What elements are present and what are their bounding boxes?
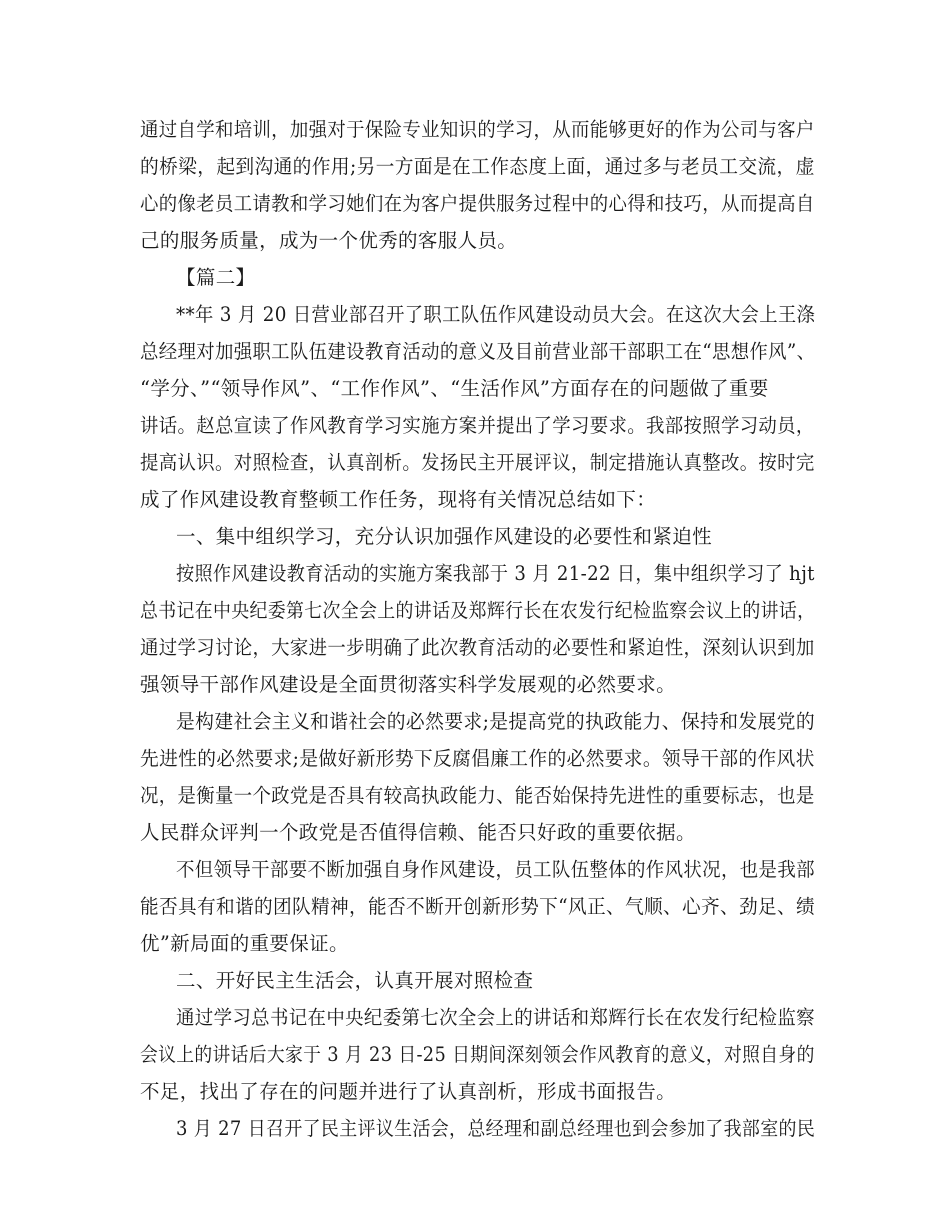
- text-line: 成了作风建设教育整顿工作任务，现将有关情况总结如下：: [140, 488, 657, 511]
- text-line: 不但领导干部要不断加强自身作风建设，员工队伍整体的作风状况，也是我部: [176, 858, 815, 881]
- text-line: **年 3 月 20 日营业部召开了职工队伍作风建设动员大会。在这次大会上王涤: [176, 303, 816, 326]
- text-line: 讲话。赵总宣读了作风教育学习实施方案并提出了学习要求。我部按照学习动员，: [140, 414, 815, 437]
- text-line: 优”新局面的重要保证。: [140, 932, 349, 955]
- text-line: 己的服务质量，成为一个优秀的客服人员。: [140, 229, 518, 252]
- text-line: 况，是衡量一个政党是否具有较高执政能力、能否始保持先进性的重要标志，也是: [140, 784, 815, 807]
- text-line: 提高认识。对照检查，认真剖析。发扬民主开展评议，制定措施认真整改。按时完: [140, 451, 815, 474]
- text-line: 是构建社会主义和谐社会的必然要求;是提高党的执政能力、保持和发展党的: [176, 710, 816, 733]
- text-line: 按照作风建设教育活动的实施方案我部于 3 月 21-22 日，集中组织学习了 hjt: [176, 562, 815, 585]
- text-line: 总经理对加强职工队伍建设教育活动的意义及目前营业部干部职工在“思想作风”、: [140, 340, 816, 363]
- text-line: 通过学习总书记在中央纪委第七次全会上的讲话和郑辉行长在农发行纪检监察: [176, 1006, 815, 1029]
- text-line: 不足，找出了存在的问题并进行了认真剖析，形成书面报告。: [140, 1080, 676, 1103]
- text-line: 3 月 27 日召开了民主评议生活会，总经理和副总经理也到会参加了我部室的民: [176, 1117, 816, 1140]
- subheading: 二、开好民主生活会，认真开展对照检查: [176, 969, 534, 992]
- text-line: 强领导干部作风建设是全面贯彻落实科学发展观的必然要求。: [140, 673, 676, 696]
- text-line: 心的像老员工请教和学习她们在为客户提供服务过程中的心得和技巧，从而提高自: [140, 192, 815, 215]
- text-line: 先进性的必然要求;是做好新形势下反腐倡廉工作的必然要求。领导干部的作风状: [140, 747, 815, 770]
- text-line: 总书记在中央纪委第七次全会上的讲话及郑辉行长在农发行纪检监察会议上的讲话，: [140, 599, 816, 622]
- text-line: 通过学习讨论，大家进一步明确了此次教育活动的必要性和紧迫性，深刻认识到加: [140, 636, 815, 659]
- text-line: 会议上的讲话后大家于 3 月 23 日-25 日期间深刻领会作风教育的意义，对照自身的: [140, 1043, 815, 1066]
- text-line: 能否具有和谐的团队精神，能否不断开创新形势下“风正、气顺、心齐、劲足、绩: [140, 895, 816, 918]
- text-line: 通过自学和培训，加强对于保险专业知识的学习，从而能够更好的作为公司与客户: [140, 118, 815, 141]
- text-line: “学分、”“领导作风”、“工作作风”、“生活作风”方面存在的问题做了重要: [140, 377, 769, 400]
- text-line: 的桥梁，起到沟通的作用;另一方面是在工作态度上面，通过多与老员工交流，虚: [140, 155, 815, 178]
- subheading: 一、集中组织学习，充分认识加强作风建设的必要性和紧迫性: [176, 525, 712, 548]
- section-heading: 【篇二】: [176, 266, 256, 289]
- text-line: 人民群众评判一个政党是否值得信赖、能否只好政的重要依据。: [140, 821, 696, 844]
